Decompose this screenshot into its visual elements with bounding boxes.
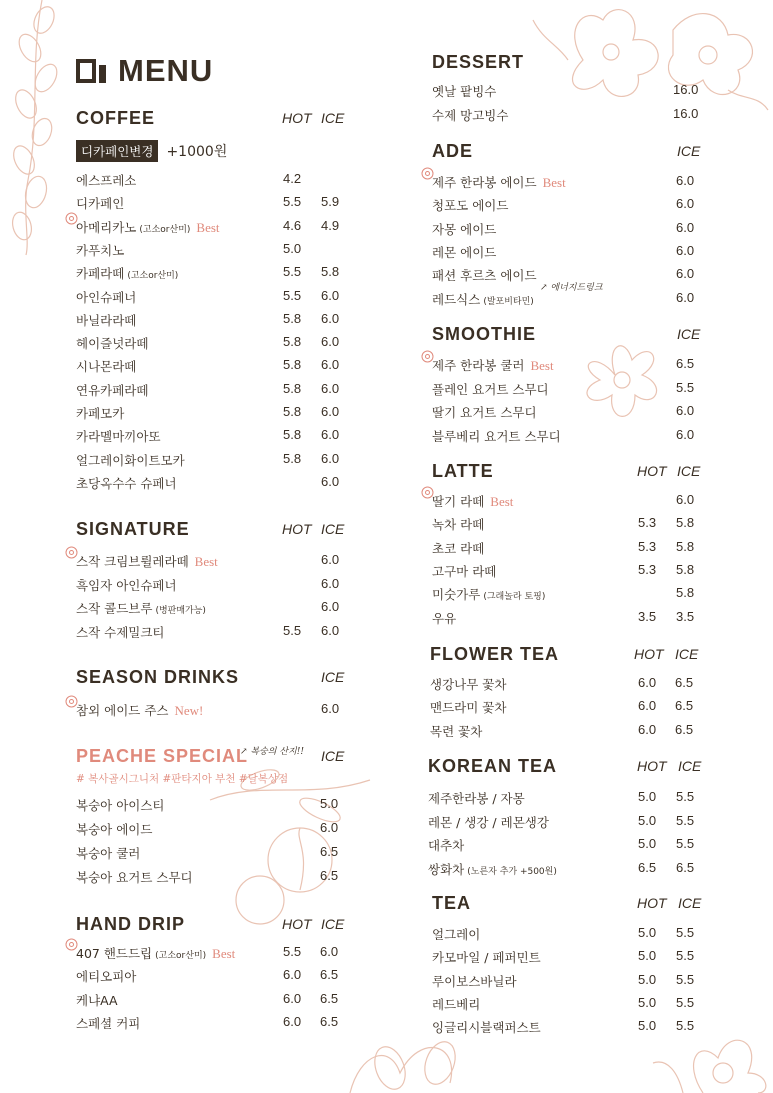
menu-item [76, 701, 203, 719]
price-ice: 16.0 [673, 82, 699, 97]
price-ice: 6.5 [675, 675, 694, 690]
price-ice: 6.0 [321, 575, 340, 591]
item-name: 루이보스바닐라 [432, 973, 517, 989]
item-note: (고소or산미) [155, 951, 207, 961]
item-name: 디카페인 [76, 196, 125, 212]
item-name: 우유 [432, 610, 457, 626]
item-note: (발포비타민) [483, 296, 534, 307]
column-header-hot: HOT [637, 895, 667, 911]
column-header-ice: ICE [677, 463, 701, 479]
price-ice: 6.0 [676, 196, 695, 212]
price-ice: 6.5 [676, 356, 695, 371]
column-header-ice: ICE [321, 669, 345, 685]
item-name: 초코 라떼 [432, 540, 485, 556]
item-name: 카모마일 / 페퍼민트 [432, 950, 541, 966]
price-ice: 5.5 [676, 812, 695, 828]
section-title-dessert: DESSERT [432, 52, 525, 72]
price-hot: 6.0 [638, 675, 657, 690]
section-title-season: SEASON DRINKS [76, 667, 240, 687]
item-badge: Best [212, 946, 236, 961]
menu-item [432, 609, 456, 627]
menu-item [76, 796, 165, 814]
price-hot: 5.0 [638, 789, 657, 804]
price-ice: 6.0 [676, 403, 695, 418]
item-name: 잉글리시블랙퍼스트 [432, 1020, 541, 1036]
price-hot: 5.0 [638, 925, 657, 940]
section-title-ade: ADE [432, 141, 474, 161]
item-name: 참외 에이드 주스 [76, 703, 169, 718]
item-name: 맨드라미 꽃차 [430, 700, 507, 716]
price-ice: 6.5 [320, 844, 339, 859]
menu-item [76, 474, 177, 492]
decaf-label: 디카페인변경 [76, 140, 158, 162]
price-hot: 5.0 [638, 994, 657, 1010]
item-note: (고소or산미) [139, 224, 191, 235]
menu-item [76, 404, 124, 422]
menu-item [76, 576, 177, 594]
column-header-ice: ICE [678, 895, 702, 911]
menu-item [76, 868, 193, 886]
item-name: 패션 후르츠 에이드 [432, 268, 537, 284]
menu-item [76, 451, 185, 469]
price-hot: 5.5 [283, 264, 302, 280]
price-hot: 5.8 [283, 450, 302, 466]
price-hot: 5.0 [638, 812, 657, 828]
price-ice: 6.0 [676, 289, 695, 305]
menu-item [76, 552, 218, 570]
item-note: (그래놀라 토핑) [483, 592, 546, 603]
item-name: 딸기 요거트 스무디 [432, 405, 537, 420]
column-header-hot: HOT [637, 463, 667, 479]
item-name: 407 핸드드립 [76, 946, 153, 961]
menu-item [76, 218, 220, 236]
price-ice: 5.8 [676, 561, 695, 577]
price-hot: 5.0 [283, 240, 302, 256]
menu-item [432, 220, 496, 238]
item-name: 연유카페라떼 [76, 382, 149, 398]
item-badge: New! [174, 703, 204, 718]
menu-item [428, 836, 464, 854]
floral-decoration-bottom-right [643, 1003, 773, 1093]
item-name: 자몽 에이드 [432, 221, 497, 237]
price-ice: 5.5 [676, 789, 695, 804]
page-title: MENU [118, 53, 214, 88]
price-ice: 6.0 [320, 944, 339, 959]
floral-decoration-smoothie [560, 330, 670, 430]
decaf-option [76, 140, 227, 162]
price-ice: 6.0 [676, 492, 695, 507]
price-ice: 6.0 [676, 173, 695, 188]
price-hot: 4.6 [283, 217, 302, 233]
price-hot: 6.5 [638, 859, 657, 875]
price-hot: 5.5 [283, 622, 302, 638]
section-title-coffee: COFFEE [76, 108, 156, 128]
menu-item [432, 515, 484, 533]
item-name: 바닐라라떼 [76, 312, 137, 328]
price-hot: 5.8 [283, 427, 302, 443]
price-ice: 6.0 [676, 426, 695, 442]
price-ice: 6.0 [321, 599, 340, 614]
price-ice: 5.5 [676, 971, 695, 987]
menu-item [432, 196, 508, 214]
price-ice: 5.5 [676, 1018, 695, 1034]
menu-item [432, 266, 537, 284]
column-header-hot: HOT [282, 521, 312, 537]
price-hot: 6.0 [283, 1013, 302, 1029]
menu-item [432, 562, 496, 580]
item-name: 복숭아 요거트 스무디 [76, 870, 193, 885]
item-name: 에티오피아 [76, 969, 137, 985]
section-title-koreantea: KOREAN TEA [428, 756, 558, 776]
item-name: 복숭아 쿨러 [76, 846, 141, 861]
handwritten-note: ↗ 에너지드링크 [540, 282, 603, 293]
menu-item [432, 356, 554, 374]
menu-item [76, 264, 178, 282]
menu-item [76, 334, 148, 352]
menu-item [76, 1014, 140, 1032]
item-badge: Best [542, 175, 566, 190]
item-name: 쌍화차 [428, 861, 465, 877]
item-name: 청포도 에이드 [432, 198, 509, 214]
item-name: 미숫가루 [432, 587, 481, 603]
menu-item [432, 585, 545, 603]
item-note: (노른자 추가 +500원) [467, 866, 557, 877]
item-name: 카페라떼 [76, 266, 125, 282]
menu-item [76, 623, 165, 641]
menu-item [428, 860, 557, 878]
price-ice: 6.5 [676, 859, 695, 875]
menu-item [76, 357, 136, 375]
menu-item [76, 991, 118, 1009]
price-ice: 5.9 [321, 194, 340, 210]
item-name: 목련 꽃차 [430, 723, 483, 739]
column-header-ice: ICE [677, 326, 701, 342]
item-name: 얼그레이화이트모카 [76, 452, 185, 468]
column-header-ice: ICE [678, 758, 702, 774]
item-name: 레드식스 [432, 291, 481, 307]
menu-item [428, 789, 525, 807]
section-title-tea: TEA [432, 893, 471, 913]
price-hot: 5.8 [283, 357, 302, 373]
item-name: 레드베리 [432, 996, 481, 1012]
price-ice: 6.5 [675, 698, 694, 714]
item-name: 레몬 에이드 [432, 244, 497, 260]
item-name: 제주 한라봉 쿨러 [432, 358, 525, 373]
price-ice: 5.5 [676, 836, 695, 851]
section-title-handdrip: HAND DRIP [76, 914, 186, 934]
item-name: 시나몬라떼 [76, 359, 137, 375]
item-name: 헤이즐넛라떼 [76, 336, 149, 352]
item-name: 얼그레이 [432, 927, 481, 942]
price-ice: 6.0 [321, 622, 340, 638]
section-title-latte: LATTE [432, 461, 494, 481]
price-ice: 5.5 [676, 994, 695, 1010]
column-header-ice: ICE [677, 143, 701, 159]
menu-logo [76, 53, 214, 88]
column-header-hot: HOT [637, 758, 667, 774]
menu-item [428, 813, 549, 831]
item-name: 흑임자 아인슈페너 [76, 577, 177, 593]
price-ice: 6.0 [321, 310, 340, 326]
price-ice: 3.5 [676, 608, 695, 624]
item-name: 녹차 라떼 [432, 517, 485, 533]
price-hot: 5.0 [638, 971, 657, 987]
item-badge: Best [196, 219, 220, 235]
price-ice: 6.0 [320, 820, 339, 835]
price-ice: 6.5 [320, 868, 339, 883]
menu-item [432, 427, 561, 445]
floral-decoration-peach [200, 740, 380, 940]
handwritten-note: ↗ 복숭의 산지!! [240, 747, 304, 757]
column-header-hot: HOT [634, 646, 664, 662]
price-hot: 5.5 [283, 194, 302, 210]
price-ice: 5.8 [676, 515, 695, 531]
menu-item [432, 925, 480, 943]
item-name: 옛날 팥빙수 [432, 84, 497, 99]
item-name: 블루베리 요거트 스무디 [432, 428, 561, 444]
price-ice: 6.0 [321, 357, 340, 373]
item-name: 스작 크림브륄레라떼 [76, 554, 189, 569]
price-ice: 6.0 [321, 473, 340, 489]
item-name: 스작 콜드브루 [76, 601, 153, 616]
menu-item [76, 288, 136, 306]
item-note: (병판매가능) [155, 606, 206, 616]
price-ice: 6.5 [320, 967, 339, 983]
item-name: 대추차 [428, 838, 465, 853]
item-name: 제주한라봉 / 자몽 [428, 791, 525, 806]
menu-item [76, 427, 161, 445]
menu-item [432, 972, 517, 990]
menu-item [76, 311, 136, 329]
menu-item [432, 82, 496, 100]
price-ice: 16.0 [673, 105, 699, 121]
column-header-ice: ICE [321, 110, 345, 126]
menu-item [76, 171, 136, 189]
item-name: 카페모카 [76, 406, 125, 421]
column-header-hot: HOT [282, 916, 312, 932]
item-name: 아메리카노 [76, 219, 137, 235]
item-name: 스작 수제밀크티 [76, 624, 165, 640]
menu-item [432, 290, 534, 308]
price-ice: 6.5 [320, 990, 339, 1006]
price-ice: 6.5 [675, 721, 694, 737]
menu-item [432, 995, 480, 1013]
price-ice: 6.0 [321, 450, 340, 466]
column-header-hot: HOT [282, 110, 312, 126]
price-hot: 5.3 [638, 515, 657, 531]
price-ice: 5.5 [676, 925, 695, 940]
menu-item [76, 194, 124, 212]
section-title-peache: PEACHE SPECIAL [76, 746, 249, 766]
column-header-ice: ICE [675, 646, 699, 662]
item-name: 케냐AA [76, 992, 118, 1008]
price-ice: 5.8 [676, 585, 695, 601]
item-name: 아인슈페너 [76, 289, 137, 305]
item-name: 생강나무 꽃차 [430, 677, 507, 692]
hashtag-line: # 복사골시그니처 #판타지아 부천 #달복상점 [76, 773, 289, 785]
item-name: 카라멜마끼아또 [76, 429, 161, 445]
price-ice: 6.0 [321, 334, 340, 350]
item-badge: Best [490, 494, 514, 509]
price-ice: 6.0 [321, 701, 340, 716]
menu-item [76, 967, 136, 985]
item-badge: Best [530, 358, 554, 373]
item-name: 플레인 요거트 스무디 [432, 381, 549, 397]
menu-item [432, 1018, 541, 1036]
price-hot: 6.0 [283, 967, 302, 983]
section-title-flowertea: FLOWER TEA [430, 644, 559, 664]
item-name: 복숭아 아이스티 [76, 798, 165, 813]
price-ice: 5.8 [676, 538, 695, 554]
item-name: 스페셜 커피 [76, 1015, 141, 1031]
price-hot: 3.5 [638, 608, 657, 624]
item-name: 딸기 라떼 [432, 494, 485, 509]
menu-item [432, 380, 549, 398]
price-ice: 6.0 [676, 242, 695, 258]
item-name: 고구마 라떼 [432, 563, 497, 579]
price-hot: 6.0 [283, 990, 302, 1006]
price-ice: 6.0 [676, 266, 695, 282]
price-hot: 5.3 [638, 561, 657, 577]
item-name: 카푸치노 [76, 242, 125, 258]
price-ice: 6.0 [321, 287, 340, 303]
menu-item [432, 539, 484, 557]
menu-item [432, 492, 513, 510]
menu-item [76, 599, 206, 617]
item-name: 복숭아 에이드 [76, 822, 153, 837]
price-ice: 6.0 [321, 404, 340, 419]
price-hot: 5.3 [638, 538, 657, 554]
price-ice: 5.8 [321, 264, 340, 280]
price-ice: 5.0 [320, 796, 339, 811]
price-hot: 5.8 [283, 380, 302, 396]
item-name: 에스프레소 [76, 173, 137, 188]
menu-item [76, 844, 140, 862]
item-name: 레몬 / 생강 / 레몬생강 [428, 814, 549, 830]
menu-item [432, 243, 496, 261]
menu-item [430, 698, 506, 716]
price-hot: 4.2 [283, 171, 302, 186]
item-badge: Best [194, 554, 218, 569]
menu-item [432, 403, 537, 421]
price-ice: 5.5 [676, 379, 695, 395]
price-ice: 6.0 [321, 427, 340, 443]
menu-item [76, 381, 148, 399]
item-note: (고소or산미) [127, 271, 179, 282]
menu-item [432, 106, 508, 124]
price-hot: 5.0 [638, 1018, 657, 1034]
price-hot: 5.8 [283, 310, 302, 326]
price-ice: 6.5 [320, 1013, 339, 1029]
price-ice: 6.0 [321, 380, 340, 396]
price-ice: 5.5 [676, 948, 695, 964]
item-name: 초당옥수수 슈페너 [76, 475, 177, 491]
section-title-smoothie: SMOOTHIE [432, 324, 537, 344]
price-ice: 6.0 [321, 552, 340, 567]
menu-item [432, 173, 566, 191]
menu-item [430, 722, 482, 740]
price-hot: 5.8 [283, 404, 302, 419]
menu-item [76, 944, 235, 962]
price-hot: 5.8 [283, 334, 302, 350]
price-hot: 5.5 [283, 287, 302, 303]
floral-decoration-top-right [523, 0, 773, 115]
menu-item [432, 948, 541, 966]
price-hot: 6.0 [638, 721, 657, 737]
price-hot: 5.0 [638, 836, 657, 851]
price-ice: 4.9 [321, 217, 340, 233]
item-name: 제주 한라봉 에이드 [432, 175, 537, 190]
price-hot: 5.0 [638, 948, 657, 964]
menu-item [76, 820, 152, 838]
price-ice: 6.0 [676, 219, 695, 235]
logo-mark-icon [76, 59, 106, 83]
section-title-signature: SIGNATURE [76, 519, 190, 539]
price-hot: 6.0 [638, 698, 657, 714]
price-hot: 5.5 [283, 944, 302, 959]
menu-item [430, 675, 506, 693]
decaf-surcharge: +1000원 [166, 144, 228, 160]
column-header-ice: ICE [321, 748, 345, 764]
menu-item [76, 241, 124, 259]
column-header-ice: ICE [321, 916, 345, 932]
column-header-ice: ICE [321, 521, 345, 537]
item-name: 수제 망고빙수 [432, 107, 509, 123]
